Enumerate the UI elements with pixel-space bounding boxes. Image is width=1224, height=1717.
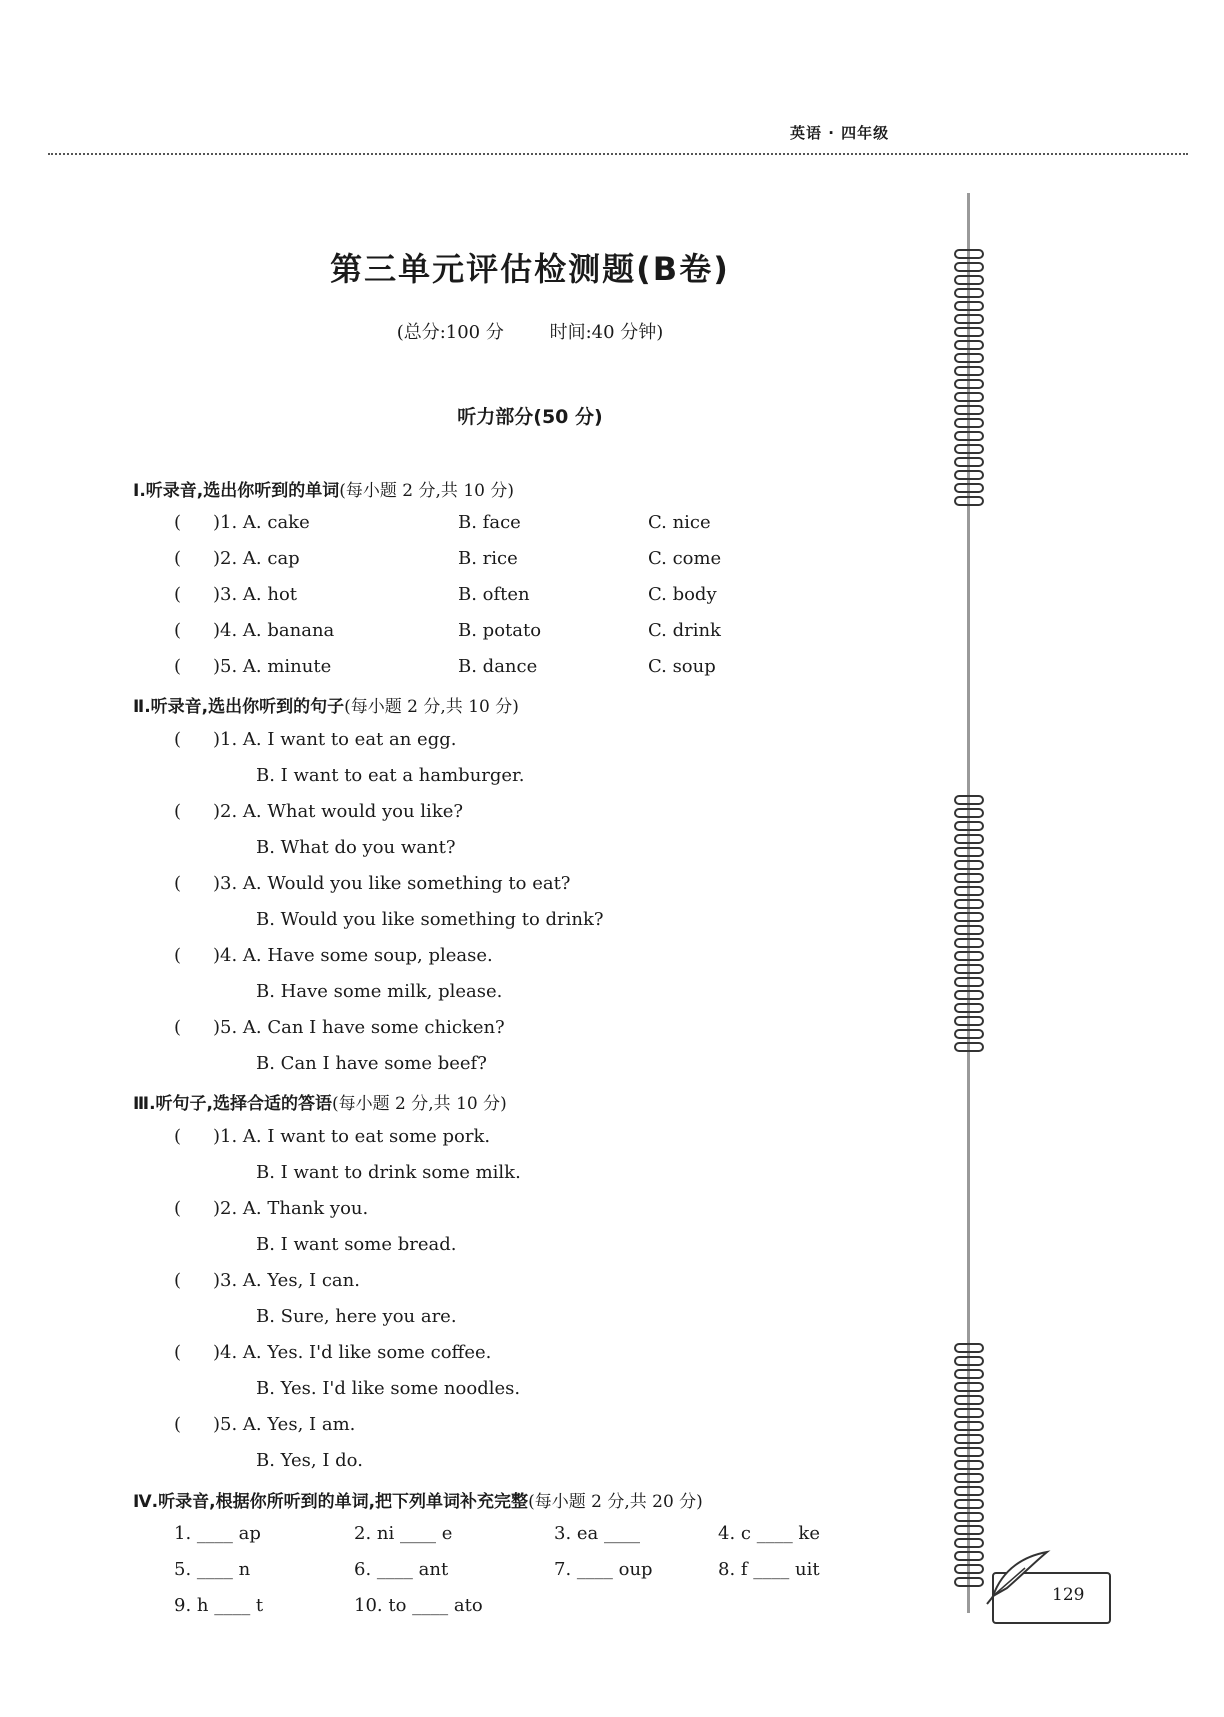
option-c: C. body <box>648 584 717 605</box>
option-a: )4. A. banana <box>213 620 335 641</box>
option-b: B. What do you want? <box>256 837 456 858</box>
question-row-b <box>0 981 1000 1011</box>
answer-paren[interactable]: ( <box>174 656 182 677</box>
option-a: )1. A. I want to eat some pork. <box>213 1126 491 1147</box>
quill-pen-icon <box>985 1548 1055 1608</box>
option-b: B. Have some milk, please. <box>256 981 503 1002</box>
option-a: )3. A. Yes, I can. <box>213 1270 360 1291</box>
header-divider <box>48 153 1188 155</box>
option-a: )2. A. cap <box>213 548 300 569</box>
section-1-heading <box>133 476 514 501</box>
page-number: 129 <box>1052 1585 1085 1605</box>
option-a: )4. A. Have some soup, please. <box>213 945 493 966</box>
question-row <box>0 584 1000 614</box>
question-row <box>0 1126 1000 1156</box>
option-a: )5. A. minute <box>213 656 332 677</box>
option-a: )1. A. I want to eat an egg. <box>213 729 457 750</box>
question-row <box>0 1342 1000 1372</box>
question-row-b <box>0 837 1000 867</box>
section-heading: Ⅳ.听录音,根据你所听到的单词,把下列单词补充完整 <box>133 1492 529 1512</box>
question-row <box>0 801 1000 831</box>
fill-blank-item[interactable]: 1. ____ ap <box>174 1523 261 1544</box>
question-row-b <box>0 1378 1000 1408</box>
question-row <box>0 620 1000 650</box>
question-row-b <box>0 909 1000 939</box>
option-a: )5. A. Can I have some chicken? <box>213 1017 505 1038</box>
option-b: B. rice <box>458 548 518 569</box>
option-b: B. Can I have some beef? <box>256 1053 487 1074</box>
option-b: B. I want to drink some milk. <box>256 1162 521 1183</box>
question-row <box>0 1270 1000 1300</box>
section-4-heading <box>133 1487 703 1512</box>
question-row <box>0 1198 1000 1228</box>
answer-paren[interactable]: ( <box>174 512 182 533</box>
question-row <box>0 656 1000 686</box>
question-row-b <box>0 1162 1000 1192</box>
option-b: B. Yes. I'd like some noodles. <box>256 1378 521 1399</box>
fill-blank-item[interactable]: 8. f ____ uit <box>718 1559 820 1580</box>
question-row <box>0 548 1000 578</box>
option-b: B. face <box>458 512 521 533</box>
fill-blank-item[interactable]: 5. ____ n <box>174 1559 251 1580</box>
section-heading: Ⅰ.听录音,选出你听到的单词 <box>133 481 340 501</box>
total-score: (总分:100 分 <box>396 322 504 343</box>
answer-paren[interactable]: ( <box>174 1126 182 1147</box>
question-row-b <box>0 1053 1000 1083</box>
time-limit: 时间:40 分钟) <box>549 322 664 343</box>
question-row-b <box>0 765 1000 795</box>
option-b: B. Sure, here you are. <box>256 1306 457 1327</box>
fill-blank-item[interactable]: 9. h ____ t <box>174 1595 264 1616</box>
option-b: B. dance <box>458 656 538 677</box>
option-b: B. I want to eat a hamburger. <box>256 765 525 786</box>
option-c: C. soup <box>648 656 716 677</box>
fill-blank-item[interactable]: 7. ____ oup <box>554 1559 653 1580</box>
option-b: B. potato <box>458 620 542 641</box>
option-a: )3. A. Would you like something to eat? <box>213 873 571 894</box>
question-row <box>0 729 1000 759</box>
option-b: B. Would you like something to drink? <box>256 909 604 930</box>
fill-blank-item[interactable]: 2. ni ____ e <box>354 1523 453 1544</box>
fill-blank-item[interactable]: 4. c ____ ke <box>718 1523 820 1544</box>
answer-paren[interactable]: ( <box>174 729 182 750</box>
question-row <box>0 512 1000 542</box>
fill-blank-item[interactable]: 6. ____ ant <box>354 1559 449 1580</box>
answer-paren[interactable]: ( <box>174 801 182 822</box>
option-b: B. I want some bread. <box>256 1234 457 1255</box>
option-c: C. come <box>648 548 722 569</box>
option-a: )3. A. hot <box>213 584 298 605</box>
section-3-heading <box>133 1089 507 1114</box>
section-2-heading <box>133 692 519 717</box>
answer-paren[interactable]: ( <box>174 1270 182 1291</box>
option-a: )5. A. Yes, I am. <box>213 1414 356 1435</box>
answer-paren[interactable]: ( <box>174 584 182 605</box>
answer-paren[interactable]: ( <box>174 548 182 569</box>
subject-grade-header: 英语 · 四年级 <box>790 124 890 142</box>
question-row-b <box>0 1306 1000 1336</box>
section-note: (每小题 2 分,共 20 分) <box>528 1492 703 1512</box>
section-note: (每小题 2 分,共 10 分) <box>332 1094 507 1114</box>
answer-paren[interactable]: ( <box>174 1342 182 1363</box>
answer-paren[interactable]: ( <box>174 1017 182 1038</box>
section-note: (每小题 2 分,共 10 分) <box>344 697 519 717</box>
question-row <box>0 945 1000 975</box>
answer-paren[interactable]: ( <box>174 1414 182 1435</box>
answer-paren[interactable]: ( <box>174 945 182 966</box>
answer-paren[interactable]: ( <box>174 873 182 894</box>
section-heading: Ⅱ.听录音,选出你听到的句子 <box>133 697 345 717</box>
section-heading: Ⅲ.听句子,选择合适的答语 <box>133 1094 332 1114</box>
answer-paren[interactable]: ( <box>174 620 182 641</box>
option-a: )4. A. Yes. I'd like some coffee. <box>213 1342 492 1363</box>
question-row-b <box>0 1450 1000 1480</box>
section-note: (每小题 2 分,共 10 分) <box>339 481 514 501</box>
option-c: C. drink <box>648 620 721 641</box>
listening-part-title: 听力部分(50 分) <box>457 406 603 428</box>
option-b: B. often <box>458 584 530 605</box>
question-row <box>0 1414 1000 1444</box>
answer-paren[interactable]: ( <box>174 1198 182 1219</box>
option-a: )2. A. Thank you. <box>213 1198 369 1219</box>
option-a: )1. A. cake <box>213 512 310 533</box>
question-row <box>0 1017 1000 1047</box>
option-c: C. nice <box>648 512 711 533</box>
option-a: )2. A. What would you like? <box>213 801 464 822</box>
page-title: 第三单元评估检测题(B卷) <box>330 250 730 288</box>
option-b: B. Yes, I do. <box>256 1450 363 1471</box>
fill-blank-item[interactable]: 3. ea ____ <box>554 1523 641 1544</box>
fill-blank-item[interactable]: 10. to ____ ato <box>354 1595 483 1616</box>
question-row <box>0 873 1000 903</box>
question-row-b <box>0 1234 1000 1264</box>
exam-info <box>0 318 1060 344</box>
